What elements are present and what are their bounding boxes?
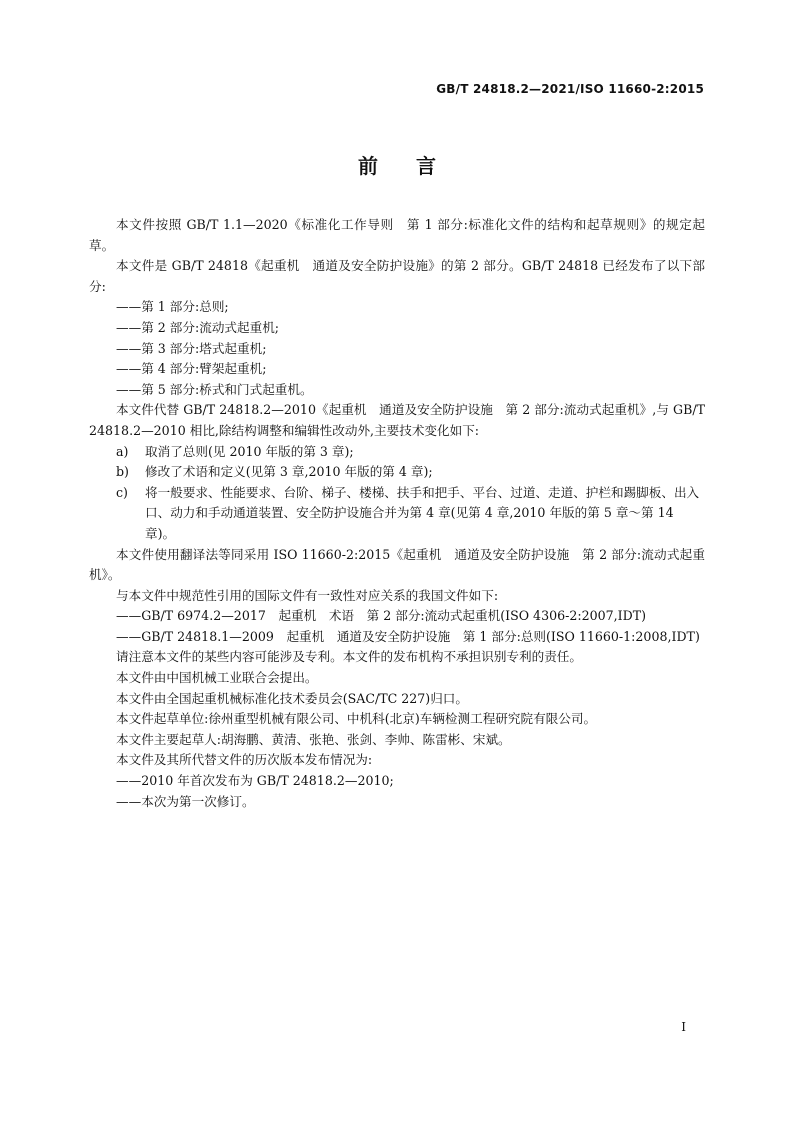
body-paragraph: 本文件及其所代替文件的历次版本发布情况为: xyxy=(116,752,373,768)
dash-list-item: ——GB/T 6974.2—2017 起重机 术语 第 2 部分:流动式起重机(ISO 4306-2:2007,IDT) xyxy=(116,608,647,624)
dash-list-item: ——2010 年首次发布为 GB/T 24818.2—2010; xyxy=(116,773,394,789)
body-paragraph: 本文件主要起草人:胡海鹏、黄清、张艳、张剑、李帅、陈雷彬、宋斌。 xyxy=(116,731,511,747)
body-paragraph: 本文件按照 GB/T 1.1—2020《标准化工作导则 第 1 部分:标准化文件的结构和起草规则》的规定起草。 xyxy=(89,217,705,253)
change-list-item xyxy=(89,442,705,463)
dash-list-item: ——第 1 部分:总则; xyxy=(116,299,229,315)
body-paragraph: 本文件起草单位:徐州重型机械有限公司、中机科(北京)车辆检测工程研究院有限公司。 xyxy=(116,711,597,727)
list-marker: a) xyxy=(116,443,129,459)
page-number: I xyxy=(681,1020,686,1034)
list-text: 修改了术语和定义(见第 3 章,2010 年版的第 4 章); xyxy=(145,464,433,480)
body-paragraph: 本文件由中国机械工业联合会提出。 xyxy=(116,670,318,686)
body-paragraph: 请注意本文件的某些内容可能涉及专利。本文件的发布机构不承担识别专利的责任。 xyxy=(116,649,582,665)
dash-list-item: ——第 3 部分:塔式起重机; xyxy=(116,340,267,356)
dash-list-item: ——本次为第一次修订。 xyxy=(116,793,255,809)
list-text: 取消了总则(见 2010 年版的第 3 章); xyxy=(145,443,354,459)
body-paragraph: 本文件由全国起重机械标准化技术委员会(SAC/TC 227)归口。 xyxy=(116,690,468,706)
standard-number: GB/T 24818.2—2021/ISO 11660-2:2015 xyxy=(436,82,704,96)
body-paragraph: 与本文件中规范性引用的国际文件有一致性对应关系的我国文件如下: xyxy=(116,587,499,603)
list-marker: b) xyxy=(116,464,129,480)
dash-list-item: ——第 5 部分:桥式和门式起重机。 xyxy=(116,381,313,397)
dash-list-item: ——第 2 部分:流动式起重机; xyxy=(116,319,280,335)
dash-list-item: ——第 4 部分:臂架起重机; xyxy=(116,361,267,377)
body-paragraph: 本文件使用翻译法等同采用 ISO 11660-2:2015《起重机 通道及安全防护设施 第 2 部分:流动式起重机》。 xyxy=(89,546,705,583)
body-paragraph: 本文件代替 GB/T 24818.2—2010《起重机 通道及安全防护设施 第 2 部分:流动式起重机》,与 GB/T 24818.2—2010 相比,除结构调整和编辑性改动外,主要技术变化如下: xyxy=(89,402,705,438)
body-paragraph: 本文件是 GB/T 24818《起重机 通道及安全防护设施》的第 2 部分。GB/T 24818 已经发布了以下部分: xyxy=(89,258,705,294)
change-list-item xyxy=(89,483,705,545)
page-title: 前言 xyxy=(358,154,474,178)
document-body xyxy=(89,215,705,812)
list-text: 将一般要求、性能要求、台阶、梯子、楼梯、扶手和把手、平台、过道、走道、护栏和踢脚板、出入口、动力和手动通道装置、安全防护设施合并为第 4 章(见第 4 章,2010 年版的第 5 章～第 14 章)。 xyxy=(145,484,700,541)
dash-list-item: ——GB/T 24818.1—2009 起重机 通道及安全防护设施 第 1 部分:总则(ISO 11660-1:2008,IDT) xyxy=(116,628,700,644)
list-marker: c) xyxy=(116,484,128,500)
change-list-item xyxy=(89,462,705,483)
